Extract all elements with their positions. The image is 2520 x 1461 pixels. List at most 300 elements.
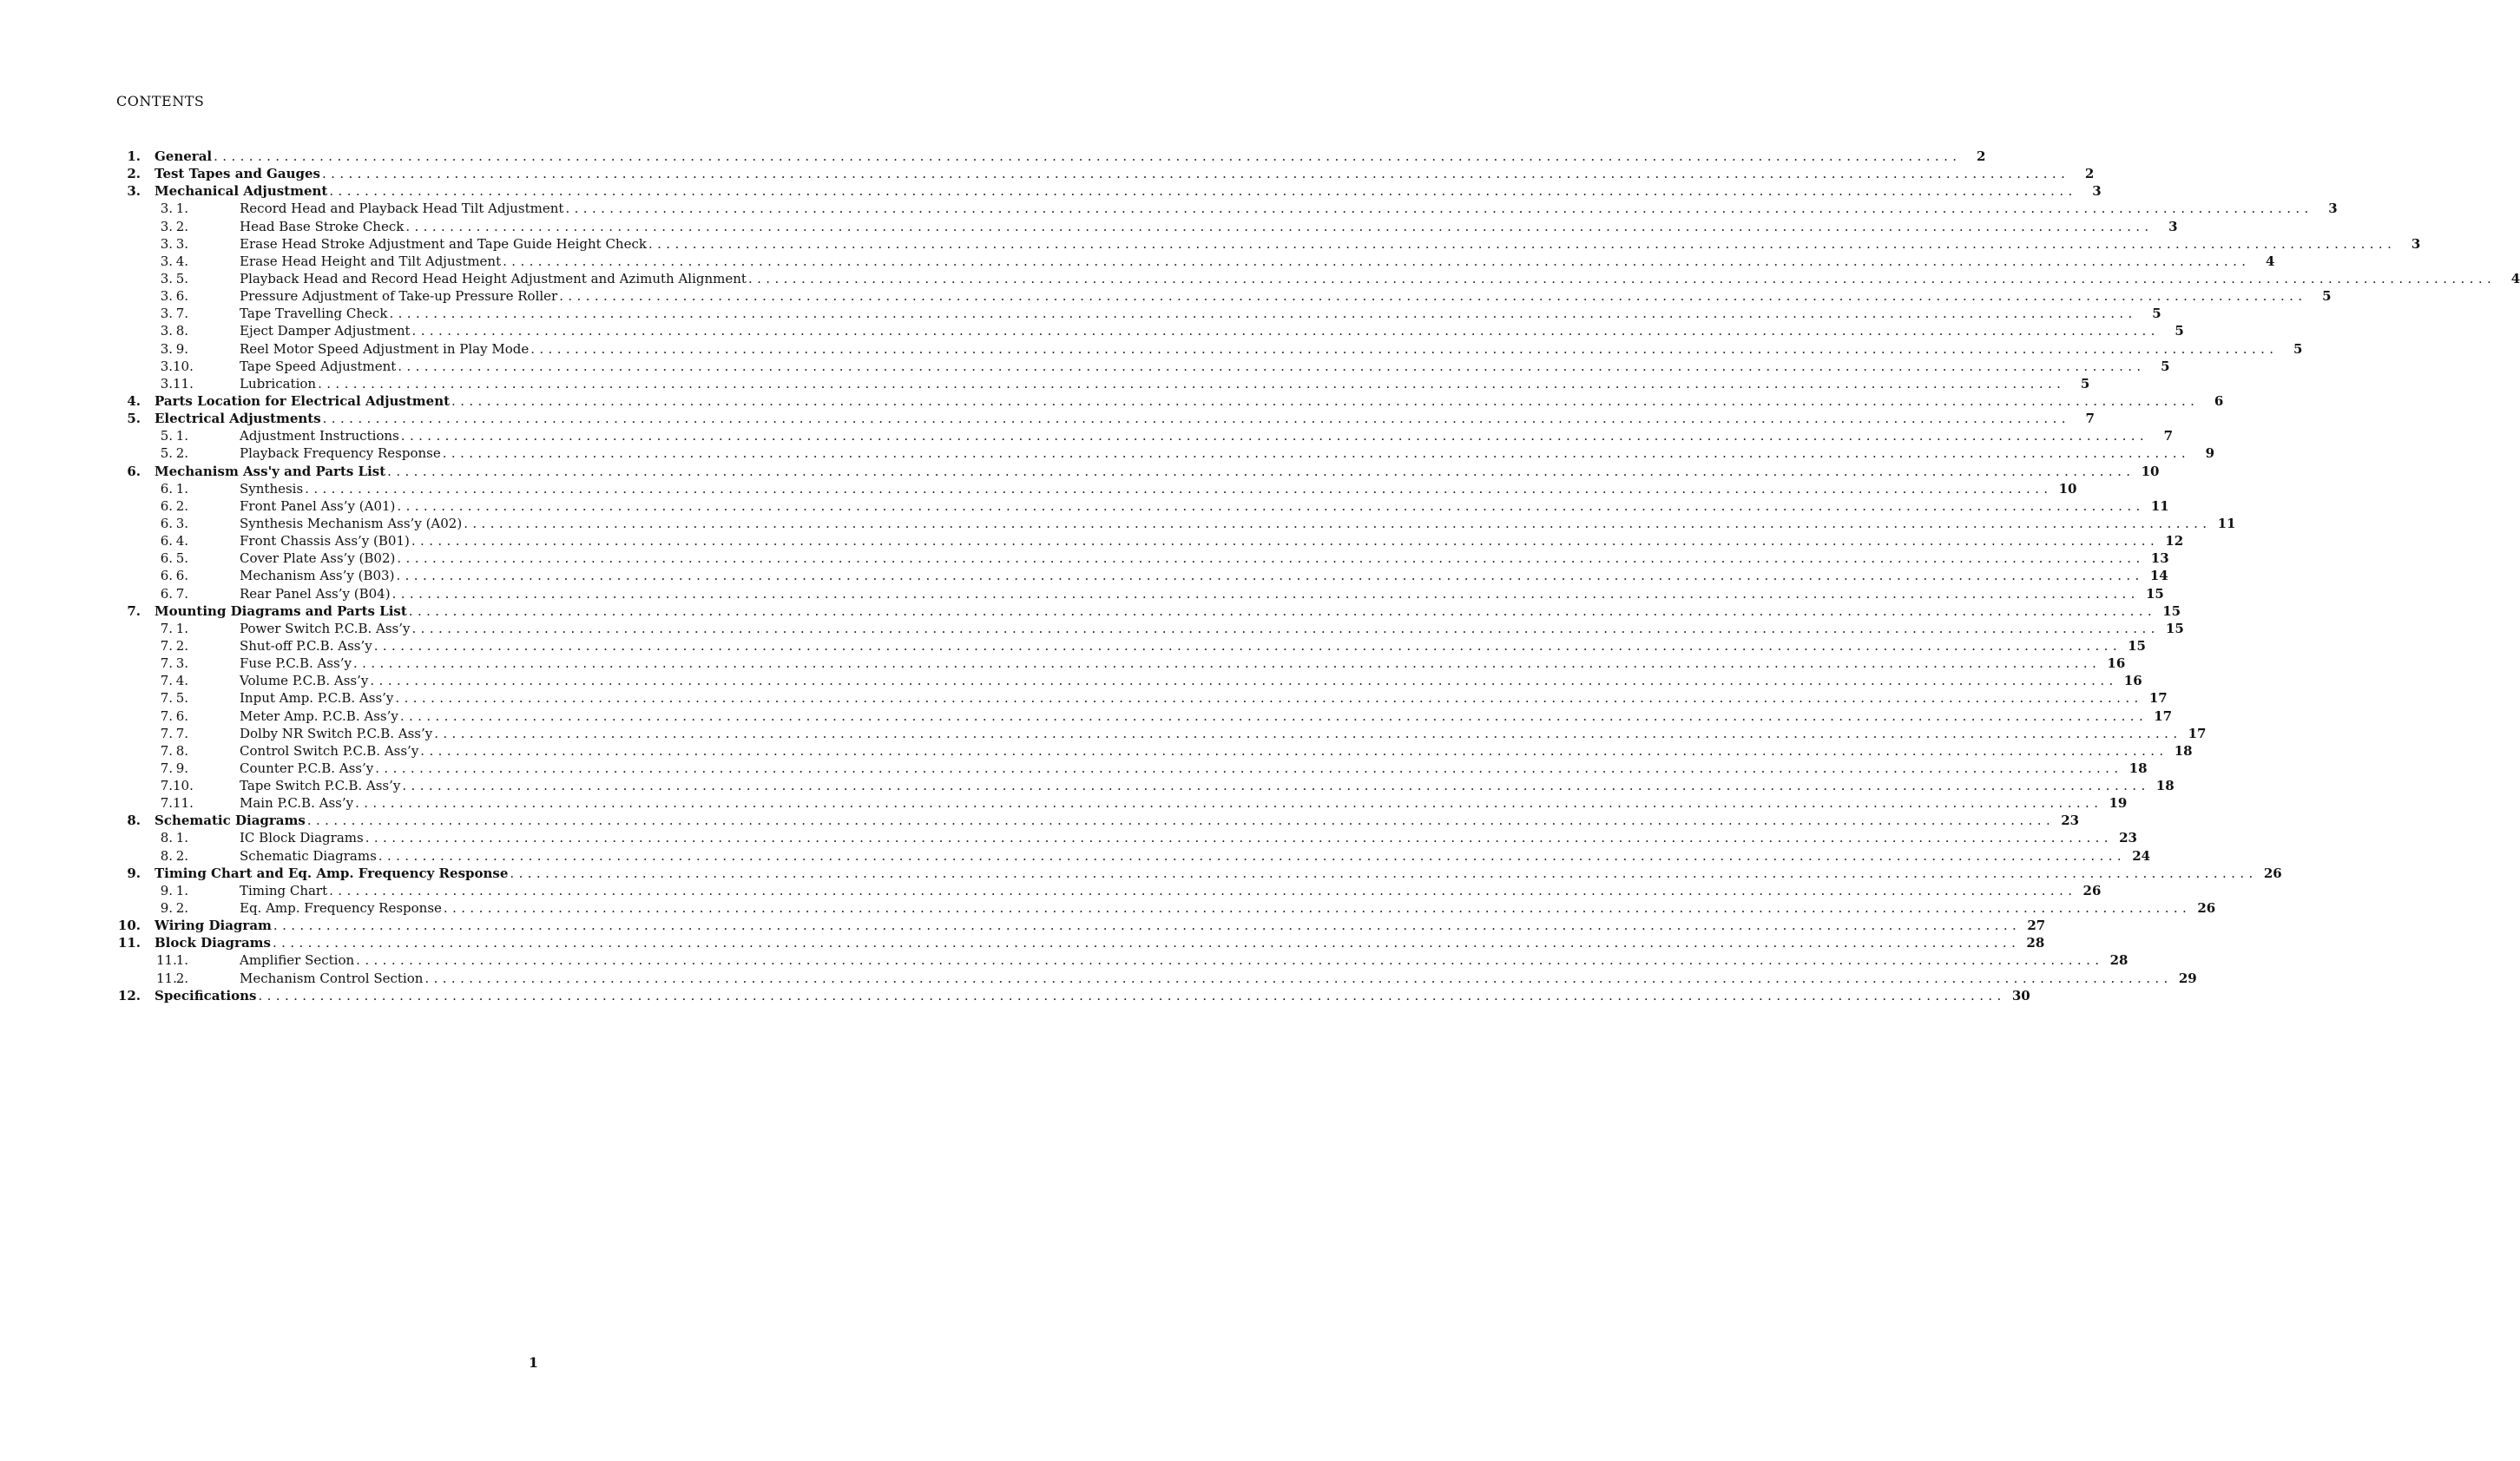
toc-entry-section-number: 3. <box>160 235 173 252</box>
toc-entry-page: 7 <box>2085 411 2095 427</box>
toc-subsection-entry <box>104 515 2236 532</box>
toc-entry-title: Adjustment Instructions <box>240 428 399 444</box>
toc-section-entry <box>104 392 2224 410</box>
toc-entry-line <box>240 253 2275 270</box>
toc-entry-number: 2. <box>127 166 141 182</box>
dot-leader: ...................................................................................................................................................................................................... <box>397 550 2145 567</box>
toc-entry-page: 26 <box>2263 865 2282 881</box>
toc-entry-number <box>156 760 188 777</box>
toc-entry-line <box>155 148 1986 165</box>
toc-entry-title: Electrical Adjustments <box>155 411 321 427</box>
toc-entry-subsection-number: 1. <box>175 952 188 969</box>
toc-entry-section-number: 3. <box>160 270 173 286</box>
toc-entry-title: Mechanism Ass’y (B03) <box>240 568 395 584</box>
toc-subsection-entry <box>104 497 2169 515</box>
toc-entry-number: 1. <box>127 148 141 164</box>
toc-entry-page: 5 <box>2293 340 2303 357</box>
toc-entry-title: Amplifier Section <box>240 952 355 969</box>
toc-subsection-entry <box>104 253 2275 270</box>
toc-subsection-entry <box>104 358 2170 375</box>
dot-leader: ...................................................................................................................................................................................................... <box>648 235 2397 252</box>
toc-entry-section-number: 7. <box>160 673 173 689</box>
toc-entry-line <box>240 689 2168 707</box>
toc-entry-title: Counter P.C.B. Ass’y <box>240 760 374 776</box>
toc-section-entry <box>104 987 2030 1004</box>
toc-subsection-entry <box>104 235 2421 253</box>
toc-entry-page: 15 <box>2162 602 2181 619</box>
dot-leader: ...................................................................................................................................................................................................... <box>443 900 2192 917</box>
toc-entry-number: 5. <box>127 411 141 427</box>
toc-entry-subsection-number: 6. <box>175 288 188 305</box>
dot-leader: ...................................................................................................................................................................................................... <box>398 358 2146 374</box>
toc-subsection-entry <box>104 899 2216 917</box>
dot-leader: ...................................................................................................................................................................................................... <box>397 497 2145 514</box>
toc-entry-subsection-number: 2. <box>175 847 188 864</box>
toc-entry-section-number: 11. <box>156 970 177 986</box>
toc-entry-subsection-number: 2. <box>175 637 188 654</box>
toc-subsection-entry <box>104 655 2126 672</box>
toc-entry-line <box>240 218 2178 235</box>
toc-section-entry <box>104 917 2046 934</box>
dot-leader: ...................................................................................................................................................................................................... <box>370 673 2118 689</box>
toc-entry-page: 18 <box>2129 760 2148 776</box>
toc-entry-subsection-number: 8. <box>175 742 188 759</box>
dot-leader: ...................................................................................................................................................................................................... <box>355 795 2103 812</box>
toc-entry-line <box>155 463 2160 480</box>
table-of-contents <box>104 148 2520 1004</box>
toc-subsection-entry <box>104 585 2164 602</box>
toc-entry-number: 7. <box>127 602 141 619</box>
dot-leader: ...................................................................................................................................................................................................... <box>399 707 2148 724</box>
contents-heading: CONTENTS <box>116 93 205 109</box>
toc-entry-page: 15 <box>2128 637 2146 654</box>
toc-entry-subsection-number: 5. <box>175 270 188 286</box>
toc-entry-title: Tape Speed Adjustment <box>240 358 397 374</box>
toc-entry-title: Record Head and Playback Head Tilt Adjustment <box>240 201 564 217</box>
dot-leader: ...................................................................................................................................................................................................... <box>391 585 2140 602</box>
toc-entry-line <box>240 794 2128 812</box>
toc-entry-line <box>240 882 2102 899</box>
toc-entry-page: 10 <box>2058 480 2077 497</box>
toc-entry-line <box>240 358 2170 375</box>
toc-entry-title: Erase Head Height and Tilt Adjustment <box>240 253 502 269</box>
toc-subsection-entry <box>104 532 2184 550</box>
toc-entry-title: Schematic Diagrams <box>155 813 306 829</box>
toc-entry-page: 13 <box>2150 550 2169 567</box>
toc-entry-page: 11 <box>2150 497 2169 514</box>
toc-entry-title: Head Base Stroke Check <box>240 218 405 234</box>
toc-entry-page: 5 <box>2161 358 2170 374</box>
toc-entry-line <box>240 707 2173 725</box>
toc-entry-number: 10. <box>117 918 141 934</box>
toc-entry-number <box>156 585 188 602</box>
toc-entry-number <box>156 235 188 253</box>
toc-entry-subsection-number: 7. <box>175 306 188 322</box>
toc-entry-title: Synthesis <box>240 480 304 497</box>
toc-entry-section-number: 8. <box>160 830 173 846</box>
toc-subsection-entry <box>104 970 2197 987</box>
dot-leader: ...................................................................................................................................................................................................... <box>387 463 2135 479</box>
dot-leader: ...................................................................................................................................................................................................... <box>305 480 2053 497</box>
toc-entry-number <box>156 358 194 375</box>
toc-entry-number <box>156 794 194 812</box>
toc-entry-number <box>156 444 188 462</box>
toc-subsection-entry <box>104 829 2137 846</box>
toc-entry-number <box>156 305 188 322</box>
toc-entry-section-number: 6. <box>160 480 173 497</box>
dot-leader: ...................................................................................................................................................................................................... <box>306 813 2056 829</box>
toc-entry-title: Specifications <box>155 987 257 1004</box>
toc-entry-line <box>155 812 2080 829</box>
toc-entry-title: Eject Damper Adjustment <box>240 323 411 339</box>
toc-entry-section-number: 7. <box>160 707 173 724</box>
toc-section-entry <box>104 865 2282 882</box>
toc-entry-page: 27 <box>2027 918 2046 934</box>
toc-entry-page: 26 <box>2197 900 2216 917</box>
toc-entry-subsection-number: 4. <box>175 673 188 689</box>
toc-entry-title: Power Switch P.C.B. Ass’y <box>240 620 411 636</box>
toc-entry-subsection-number: 1. <box>175 428 188 444</box>
toc-entry-number <box>156 550 188 567</box>
toc-entry-subsection-number: 3. <box>175 655 188 672</box>
toc-subsection-entry <box>104 427 2174 444</box>
toc-subsection-entry <box>104 444 2215 462</box>
toc-entry-title: Eq. Amp. Frequency Response <box>240 900 442 917</box>
toc-entry-section-number: 3. <box>160 340 173 357</box>
toc-entry-subsection-number: 2. <box>175 900 188 917</box>
toc-entry-page: 28 <box>2109 952 2129 969</box>
toc-entry-title: Timing Chart <box>240 882 328 898</box>
toc-entry-page: 19 <box>2109 795 2128 812</box>
toc-entry-title: Rear Panel Ass’y (B04) <box>240 585 391 602</box>
toc-entry-title: IC Block Diagrams <box>240 830 364 846</box>
toc-entry-line <box>240 760 2148 777</box>
dot-leader: ...................................................................................................................................................................................................... <box>420 742 2168 759</box>
toc-entry-title: Cover Plate Ass’y (B02) <box>240 550 396 567</box>
toc-entry-title: Shut-off P.C.B. Ass’y <box>240 637 372 654</box>
toc-entry-section-number: 9. <box>160 900 173 917</box>
dot-leader: ...................................................................................................................................................................................................... <box>214 148 1962 164</box>
toc-section-entry <box>104 812 2080 829</box>
dot-leader: ...................................................................................................................................................................................................... <box>411 620 2160 636</box>
toc-entry-title: Tape Travelling Check <box>240 306 388 322</box>
toc-entry-number: 9. <box>127 865 141 881</box>
toc-entry-page: 29 <box>2178 970 2197 986</box>
toc-entry-section-number: 3. <box>160 218 173 234</box>
dot-leader: ...................................................................................................................................................................................................... <box>565 201 2313 217</box>
toc-entry-title: Main P.C.B. Ass’y <box>240 795 354 812</box>
toc-entry-subsection-number: 1. <box>175 830 188 846</box>
toc-entry-page: 26 <box>2082 882 2102 898</box>
toc-entry-subsection-number: 11. <box>173 795 194 812</box>
toc-entry-title: Dolby NR Switch P.C.B. Ass’y <box>240 725 433 741</box>
toc-entry-number <box>156 620 188 637</box>
toc-entry-title: Schematic Diagrams <box>240 847 377 864</box>
toc-section-entry <box>104 148 1986 165</box>
toc-entry-subsection-number: 3. <box>175 515 188 531</box>
toc-entry-number: 6. <box>127 463 141 479</box>
toc-entry-line <box>240 637 2146 655</box>
dot-leader: ...................................................................................................................................................................................................... <box>322 411 2070 427</box>
toc-entry-section-number: 7. <box>160 655 173 672</box>
toc-entry-title: Pressure Adjustment of Take-up Pressure Roller <box>240 288 558 305</box>
toc-entry-number <box>156 375 194 392</box>
toc-entry-subsection-number: 2. <box>175 970 188 986</box>
dot-leader: ...................................................................................................................................................................................................... <box>329 183 2077 200</box>
toc-entry-page: 28 <box>2026 935 2045 951</box>
toc-subsection-entry <box>104 340 2303 358</box>
toc-entry-number <box>156 532 188 550</box>
toc-entry-number <box>156 218 188 235</box>
dot-leader: ...................................................................................................................................................................................................... <box>408 602 2157 619</box>
toc-subsection-entry <box>104 725 2207 742</box>
toc-entry-page: 17 <box>2148 690 2168 707</box>
toc-entry-line <box>240 322 2184 339</box>
toc-entry-line <box>240 655 2126 672</box>
toc-entry-page: 5 <box>2322 288 2332 305</box>
toc-subsection-entry <box>104 777 2175 794</box>
toc-entry-line <box>155 865 2282 882</box>
toc-entry-subsection-number: 4. <box>175 533 188 550</box>
toc-entry-title: Mechanism Ass'y and Parts List <box>155 463 386 479</box>
toc-entry-section-number: 6. <box>160 515 173 531</box>
toc-entry-section-number: 6. <box>160 585 173 602</box>
toc-subsection-entry <box>104 550 2169 567</box>
dot-leader: ...................................................................................................................................................................................................... <box>411 323 2160 339</box>
toc-entry-subsection-number: 9. <box>175 340 188 357</box>
dot-leader: ...................................................................................................................................................................................................... <box>464 515 2212 531</box>
toc-entry-title: Erase Head Stroke Adjustment and Tape Guide Height Check <box>240 235 647 252</box>
toc-entry-section-number: 7. <box>160 760 173 776</box>
toc-entry-number: 8. <box>127 813 141 829</box>
toc-entry-page: 5 <box>2175 323 2184 339</box>
toc-entry-subsection-number: 9. <box>175 760 188 776</box>
toc-entry-title: Parts Location for Electrical Adjustment <box>155 392 451 409</box>
dot-leader: ...................................................................................................................................................................................................... <box>356 952 2104 969</box>
dot-leader: ...................................................................................................................................................................................................... <box>400 428 2149 444</box>
toc-entry-page: 11 <box>2217 515 2236 531</box>
toc-entry-page: 4 <box>2265 253 2275 269</box>
dot-leader: ...................................................................................................................................................................................................... <box>411 533 2160 550</box>
dot-leader: ...................................................................................................................................................................................................... <box>405 218 2154 234</box>
toc-entry-number <box>156 725 188 742</box>
page-number: 1 <box>528 1354 539 1371</box>
toc-subsection-entry <box>104 322 2184 339</box>
toc-entry-page: 12 <box>2165 533 2184 550</box>
toc-entry-number <box>156 742 188 760</box>
toc-entry-number <box>156 270 188 287</box>
toc-entry-number <box>156 637 188 655</box>
toc-entry-section-number: 7. <box>160 725 173 741</box>
toc-entry-number <box>156 287 188 305</box>
toc-entry-page: 18 <box>2155 778 2175 794</box>
toc-entry-subsection-number: 10. <box>173 778 194 794</box>
toc-entry-number <box>156 707 188 725</box>
toc-entry-line <box>155 392 2224 410</box>
toc-entry-section-number: 11. <box>156 952 177 969</box>
toc-entry-section-number: 6. <box>160 533 173 550</box>
toc-entry-line <box>155 602 2181 620</box>
dot-leader: ...................................................................................................................................................................................................... <box>747 270 2497 286</box>
toc-entry-title: Fuse P.C.B. Ass’y <box>240 655 352 672</box>
toc-entry-page: 18 <box>2174 742 2193 759</box>
toc-entry-number <box>156 427 188 444</box>
toc-entry-page: 30 <box>2011 987 2030 1004</box>
toc-entry-subsection-number: 4. <box>175 253 188 269</box>
toc-entry-number <box>156 200 188 217</box>
toc-entry-number <box>156 777 194 794</box>
toc-subsection-entry <box>104 882 2102 899</box>
toc-entry-subsection-number: 5. <box>175 550 188 567</box>
toc-entry-section-number: 7. <box>160 742 173 759</box>
toc-section-entry <box>104 934 2045 951</box>
toc-entry-line <box>240 480 2077 497</box>
dot-leader: ...................................................................................................................................................................................................... <box>352 655 2102 672</box>
toc-entry-title: Volume P.C.B. Ass’y <box>240 673 369 689</box>
toc-entry-line <box>240 725 2207 742</box>
toc-entry-section-number: 3. <box>160 306 173 322</box>
toc-entry-page: 15 <box>2145 585 2164 602</box>
toc-entry-number <box>156 515 188 532</box>
toc-entry-section-number: 3. <box>160 201 173 217</box>
toc-entry-page: 7 <box>2163 428 2174 444</box>
toc-entry-line <box>155 182 2102 200</box>
toc-entry-number <box>156 899 188 917</box>
toc-entry-line <box>240 847 2151 865</box>
toc-entry-line <box>240 427 2174 444</box>
toc-entry-title: Wiring Diagram <box>155 918 272 934</box>
dot-leader: ...................................................................................................................................................................................................... <box>273 918 2022 934</box>
dot-leader: ...................................................................................................................................................................................................... <box>530 340 2279 357</box>
toc-entry-title: Playback Head and Record Head Height Adjustment and Azimuth Alignment <box>240 270 747 286</box>
toc-entry-page: 14 <box>2149 568 2168 584</box>
toc-subsection-entry <box>104 480 2077 497</box>
toc-section-entry <box>104 182 2102 200</box>
toc-entry-line <box>240 200 2338 217</box>
toc-entry-line <box>240 497 2169 515</box>
dot-leader: ...................................................................................................................................................................................................... <box>389 306 2137 322</box>
toc-entry-title: Mechanism Control Section <box>240 970 424 986</box>
toc-entry-page: 5 <box>2080 375 2090 392</box>
dot-leader: ...................................................................................................................................................................................................... <box>373 637 2122 654</box>
toc-entry-page: 4 <box>2510 270 2520 286</box>
toc-entry-title: Block Diagrams <box>155 935 271 951</box>
toc-section-entry <box>104 602 2181 620</box>
toc-entry-line <box>240 375 2090 392</box>
dot-leader: ...................................................................................................................................................................................................... <box>329 882 2077 898</box>
toc-entry-number: 11. <box>117 935 141 951</box>
toc-entry-title: Mounting Diagrams and Parts List <box>155 602 407 619</box>
toc-entry-section-number: 5. <box>160 445 173 462</box>
toc-entry-line <box>240 672 2142 689</box>
dot-leader: ...................................................................................................................................................................................................... <box>396 568 2144 584</box>
toc-subsection-entry <box>104 637 2146 655</box>
toc-entry-line <box>155 410 2095 427</box>
toc-entry-number <box>156 253 188 270</box>
dot-leader: ...................................................................................................................................................................................................... <box>258 987 2006 1004</box>
toc-entry-title: Timing Chart and Eq. Amp. Frequency Response <box>155 865 509 881</box>
dot-leader: ...................................................................................................................................................................................................... <box>365 830 2113 846</box>
toc-entry-subsection-number: 1. <box>175 620 188 636</box>
toc-section-entry <box>104 165 2095 182</box>
toc-entry-number <box>156 951 188 969</box>
toc-entry-section-number: 5. <box>160 428 173 444</box>
toc-entry-page: 23 <box>2061 813 2080 829</box>
toc-entry-number: 3. <box>127 183 141 200</box>
toc-entry-page: 15 <box>2165 620 2184 636</box>
toc-entry-line <box>240 305 2161 322</box>
toc-entry-section-number: 7. <box>160 795 173 812</box>
dot-leader: ...................................................................................................................................................................................................... <box>503 253 2251 269</box>
toc-entry-page: 2 <box>1976 148 1986 164</box>
toc-entry-number <box>156 970 188 987</box>
dot-leader: ...................................................................................................................................................................................................... <box>451 392 2200 409</box>
dot-leader: ...................................................................................................................................................................................................... <box>318 375 2066 392</box>
toc-entry-line <box>155 917 2046 934</box>
toc-entry-section-number: 7. <box>160 778 173 794</box>
toc-entry-line <box>240 899 2216 917</box>
toc-subsection-entry <box>104 305 2161 322</box>
dot-leader: ...................................................................................................................................................................................................... <box>321 166 2070 182</box>
toc-entry-number <box>156 689 188 707</box>
toc-entry-subsection-number: 1. <box>175 201 188 217</box>
toc-entry-line <box>155 934 2045 951</box>
toc-entry-number <box>156 829 188 846</box>
toc-entry-title: Control Switch P.C.B. Ass’y <box>240 742 419 759</box>
toc-entry-number <box>156 497 188 515</box>
toc-subsection-entry <box>104 287 2332 305</box>
toc-entry-line <box>155 987 2030 1004</box>
dot-leader: ...................................................................................................................................................................................................... <box>442 445 2191 462</box>
toc-entry-subsection-number: 2. <box>175 218 188 234</box>
toc-section-entry <box>104 410 2095 427</box>
toc-entry-line <box>240 532 2184 550</box>
toc-entry-line <box>240 515 2236 532</box>
toc-entry-section-number: 6. <box>160 550 173 567</box>
toc-entry-section-number: 7. <box>160 620 173 636</box>
toc-subsection-entry <box>104 760 2148 777</box>
toc-entry-title: Tape Switch P.C.B. Ass’y <box>240 778 401 794</box>
dot-leader: ...................................................................................................................................................................................................... <box>510 865 2258 881</box>
toc-entry-line <box>240 340 2303 358</box>
toc-entry-number: 12. <box>117 987 141 1004</box>
toc-entry-page: 6 <box>2214 392 2224 409</box>
toc-entry-number <box>156 672 188 689</box>
toc-entry-page: 2 <box>2084 166 2095 182</box>
toc-subsection-entry <box>104 689 2168 707</box>
toc-entry-section-number: 3. <box>160 253 173 269</box>
toc-entry-page: 24 <box>2132 847 2151 864</box>
toc-entry-page: 3 <box>2328 201 2338 217</box>
toc-entry-title: Input Amp. P.C.B. Ass’y <box>240 690 394 707</box>
toc-entry-page: 17 <box>2154 707 2173 724</box>
toc-entry-subsection-number: 10. <box>173 358 194 374</box>
toc-entry-subsection-number: 11. <box>173 375 194 392</box>
dot-leader: ...................................................................................................................................................................................................... <box>559 288 2307 305</box>
toc-entry-subsection-number: 6. <box>175 568 188 584</box>
toc-entry-section-number: 8. <box>160 847 173 864</box>
toc-entry-section-number: 3. <box>160 375 173 392</box>
toc-entry-title: Front Chassis Ass’y (B01) <box>240 533 410 550</box>
toc-entry-section-number: 6. <box>160 568 173 584</box>
toc-section-entry <box>104 463 2160 480</box>
toc-entry-subsection-number: 7. <box>175 725 188 741</box>
toc-subsection-entry <box>104 951 2129 969</box>
toc-subsection-entry <box>104 200 2338 217</box>
toc-entry-subsection-number: 1. <box>175 480 188 497</box>
toc-subsection-entry <box>104 707 2173 725</box>
toc-entry-section-number: 7. <box>160 690 173 707</box>
